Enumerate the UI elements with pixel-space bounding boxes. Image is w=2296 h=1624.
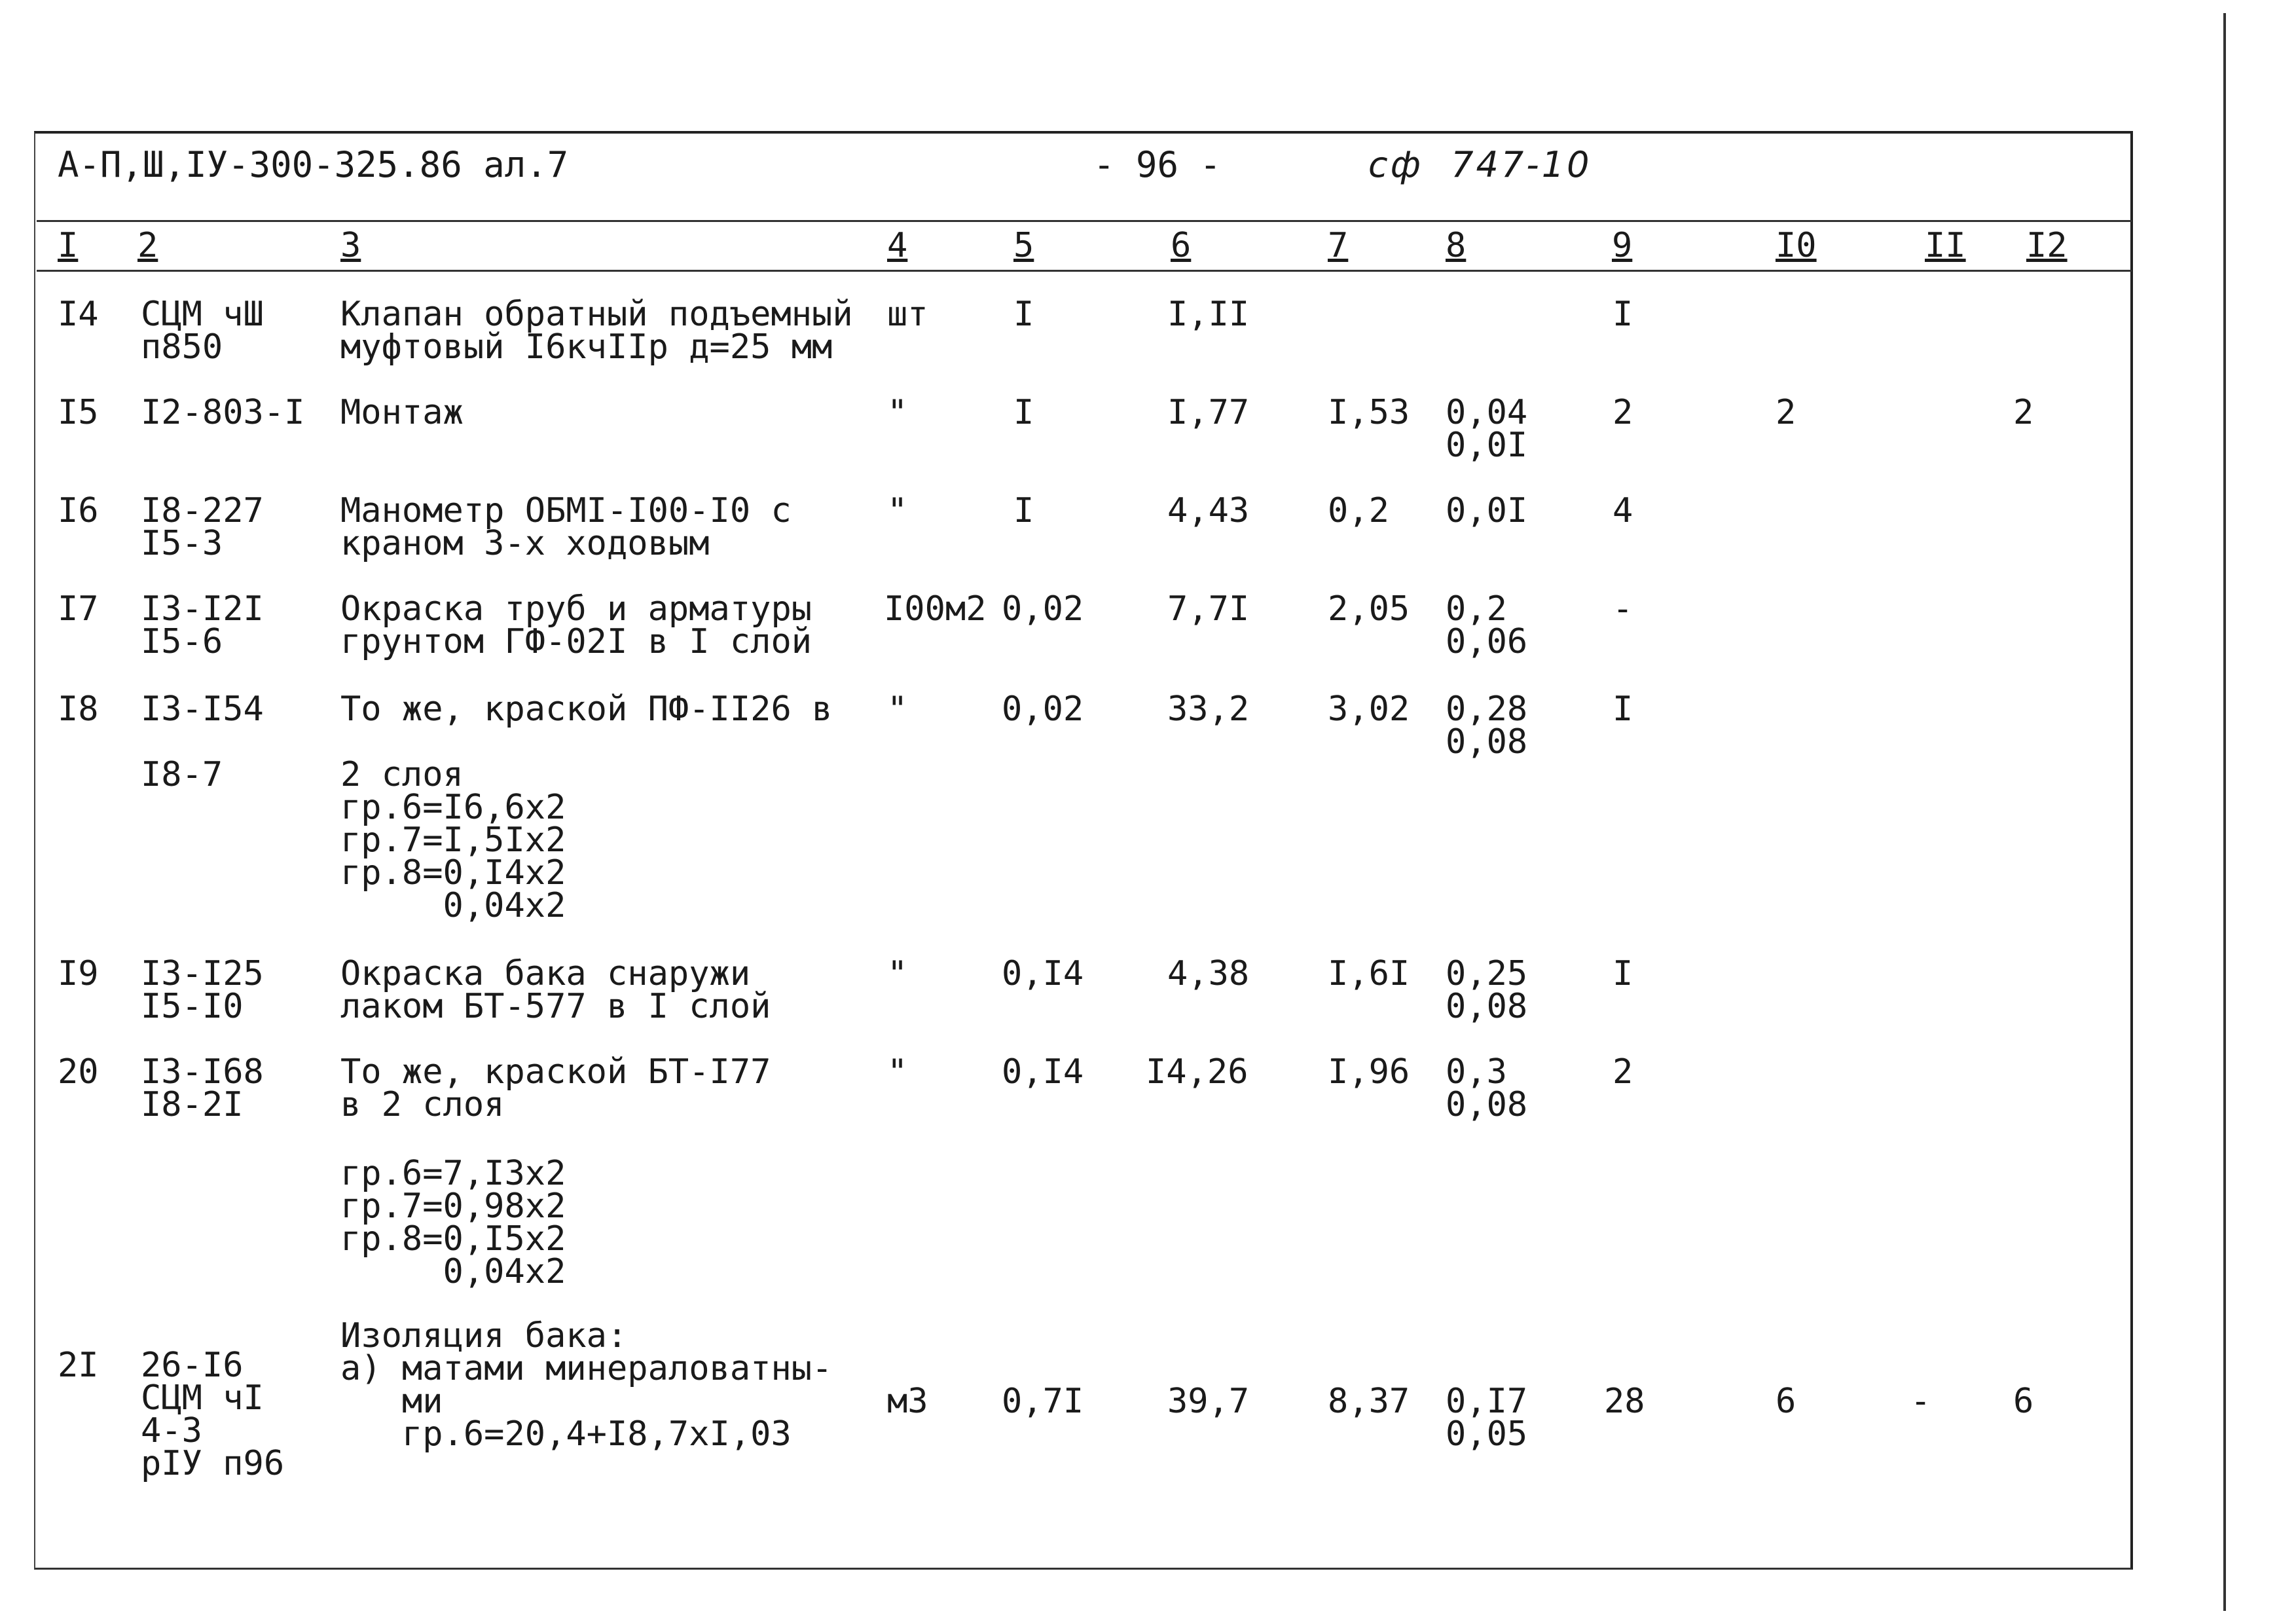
column-6-value: 7,7I xyxy=(1167,589,1250,629)
norm-code: I8-227 I5-3 xyxy=(141,491,264,563)
quantity: 0,7I xyxy=(1002,1382,1084,1421)
quantity: 0,I4 xyxy=(1002,1052,1084,1092)
column-header: 5 xyxy=(1013,226,1034,265)
column-header: I0 xyxy=(1776,226,1817,265)
quantity: I xyxy=(1013,295,1034,334)
column-8-value: 0,0I xyxy=(1446,491,1528,530)
unit: " xyxy=(887,690,908,729)
norm-code: I2-803-I xyxy=(141,393,305,432)
column-header: 3 xyxy=(340,226,361,265)
quantity: I xyxy=(1013,393,1034,432)
document-code: А-П,Ш,IУ-300-325.86 ал.7 xyxy=(58,144,569,185)
column-6-value: 4,43 xyxy=(1167,491,1250,530)
norm-code: I3-I68 I8-2I xyxy=(141,1052,264,1124)
norm-code: СЦМ чШ п850 xyxy=(141,295,264,367)
column-7-value: 0,2 xyxy=(1328,491,1389,530)
column-12-value: 2 xyxy=(2013,393,2034,432)
work-description: То же, краской ПФ-II26 в 2 слоя xyxy=(340,690,833,794)
work-description: Окраска бака снаружи лаком БТ-577 в I слой xyxy=(340,954,771,1026)
row-number: I9 xyxy=(58,954,99,993)
column-6-value: I,II xyxy=(1167,295,1250,334)
column-6-value: I4,26 xyxy=(1146,1052,1248,1092)
column-10-value: 6 xyxy=(1776,1382,1796,1421)
column-7-value: I,53 xyxy=(1328,393,1410,432)
row-number: I6 xyxy=(58,491,99,530)
column-6-value: 39,7 xyxy=(1167,1382,1250,1421)
work-description: Клапан обратный подъемный муфтовый I6кчIIр д=25 мм xyxy=(340,295,853,367)
row-number: I5 xyxy=(58,393,99,432)
unit: " xyxy=(887,954,908,993)
work-description: Изоляция бака: а) матами минераловатны- ми гр.6=20,4+I8,7хI,03 xyxy=(340,1316,833,1454)
column-8-value: 0,04 0,0I xyxy=(1446,393,1528,465)
work-description: То же, краской БТ-I77 в 2 слоя xyxy=(340,1052,771,1124)
column-8-value: 0,2 0,06 xyxy=(1446,589,1528,661)
calculation-note: гр.6=I6,6х2 гр.7=I,5Iх2 гр.8=0,I4х2 0,04х2 xyxy=(340,788,566,925)
header-rule-bottom xyxy=(37,270,2132,272)
column-header: 2 xyxy=(137,226,158,265)
column-9-value: 28 xyxy=(1604,1382,1645,1421)
header-rule-top xyxy=(37,220,2132,222)
work-description: Окраска труб и арматуры грунтом ГФ-02I в I слой xyxy=(340,589,812,661)
column-7-value: I,6I xyxy=(1328,954,1410,993)
norm-code: I3-I54 I8-7 xyxy=(141,690,264,794)
row-number: I4 xyxy=(58,295,99,334)
column-12-value: 6 xyxy=(2013,1382,2034,1421)
calculation-note: гр.6=7,I3х2 гр.7=0,98х2 гр.8=0,I5х2 0,04х2 xyxy=(340,1154,566,1291)
work-description: Манометр ОБМI-I00-I0 с краном 3-х ходовым xyxy=(340,491,792,563)
quantity: I xyxy=(1013,491,1034,530)
column-9-value: I xyxy=(1613,954,1633,993)
unit: " xyxy=(887,393,908,432)
column-9-value: - xyxy=(1613,589,1633,629)
column-header: 6 xyxy=(1171,226,1192,265)
column-8-value: 0,25 0,08 xyxy=(1446,954,1528,1026)
column-7-value: 8,37 xyxy=(1328,1382,1410,1421)
row-number: I7 xyxy=(58,589,99,629)
unit: " xyxy=(887,1052,908,1092)
column-11-value: - xyxy=(1910,1382,1931,1421)
column-7-value: I,96 xyxy=(1328,1052,1410,1092)
unit: шт xyxy=(887,295,928,334)
page-number: - 96 - xyxy=(1093,144,1222,185)
unit: I00м2 xyxy=(884,589,987,629)
column-header: 9 xyxy=(1612,226,1633,265)
quantity: 0,I4 xyxy=(1002,954,1084,993)
unit: м3 xyxy=(887,1382,928,1421)
column-header: I2 xyxy=(2026,226,2068,265)
column-9-value: 2 xyxy=(1613,1052,1633,1092)
column-header: 4 xyxy=(887,226,908,265)
column-header: II xyxy=(1925,226,1966,265)
row-number: 2I xyxy=(58,1346,99,1385)
quantity: 0,02 xyxy=(1002,589,1084,629)
column-9-value: 4 xyxy=(1613,491,1633,530)
column-7-value: 3,02 xyxy=(1328,690,1410,729)
row-number: 20 xyxy=(58,1052,99,1092)
column-header: 7 xyxy=(1328,226,1349,265)
right-margin-line xyxy=(2223,13,2226,1611)
work-description: Монтаж xyxy=(340,393,464,432)
column-9-value: I xyxy=(1613,690,1633,729)
column-8-value: 0,3 0,08 xyxy=(1446,1052,1528,1124)
column-6-value: 33,2 xyxy=(1167,690,1250,729)
column-9-value: I xyxy=(1613,295,1633,334)
column-header: I xyxy=(58,226,79,265)
norm-code: I3-I25 I5-I0 xyxy=(141,954,264,1026)
column-8-value: 0,28 0,08 xyxy=(1446,690,1528,762)
norm-code: 26-I6 СЦМ чI 4-3 рIУ п96 xyxy=(141,1346,285,1483)
column-6-value: 4,38 xyxy=(1167,954,1250,993)
norm-code: I3-I2I I5-6 xyxy=(141,589,264,661)
column-header: 8 xyxy=(1446,226,1467,265)
quantity: 0,02 xyxy=(1002,690,1084,729)
column-6-value: I,77 xyxy=(1167,393,1250,432)
column-8-value: 0,I7 0,05 xyxy=(1446,1382,1528,1454)
column-9-value: 2 xyxy=(1613,393,1633,432)
archive-number: сф 747-10 xyxy=(1368,144,1592,185)
column-10-value: 2 xyxy=(1776,393,1796,432)
column-7-value: 2,05 xyxy=(1328,589,1410,629)
row-number: I8 xyxy=(58,690,99,729)
unit: " xyxy=(887,491,908,530)
